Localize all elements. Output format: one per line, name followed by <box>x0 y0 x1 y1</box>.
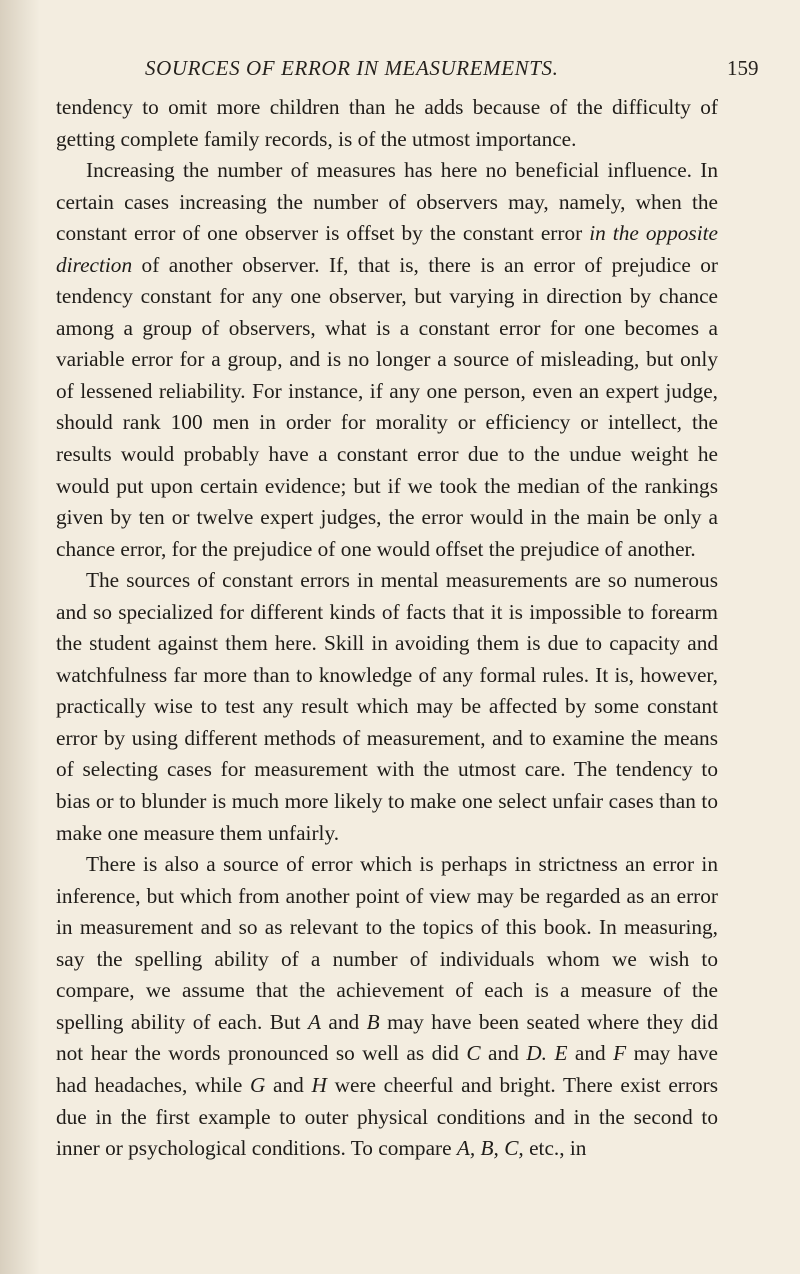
text-segment: Increasing the number of measures has here no beneficial influence. In certain cases increasing the number of observers may, namely, when the constant error of one observer is offset by the constant error <box>56 158 718 246</box>
text-segment: and <box>320 1009 367 1034</box>
running-title: SOURCES OF ERROR IN MEASUREMENTS. <box>145 56 559 80</box>
text-segment: etc., in <box>523 1136 587 1161</box>
page-gutter-shadow <box>0 0 40 1274</box>
text-segment: may have been seated where they did not hear the words pronounced so well as did <box>56 1009 718 1066</box>
text-segment: were cheerful and bright. There exist errors due in the first example to outer physical conditions and in the second to inner or psychological conditions. To compare <box>56 1072 718 1161</box>
italic-text-segment: A, B, C, <box>456 1136 524 1161</box>
paragraph-3 <box>56 565 718 849</box>
paragraph-4 <box>56 849 718 1164</box>
text-segment: The sources of constant errors in mental measurements are so numerous and so specialized for different kinds of facts that it is impossible to forearm the student against them here. Skill in avoiding them is due to capacity and watchfulness far more than to knowledge of any formal rules. It is, however, practically wise to test any result which may be affected by some constant error by using different methods of measurement, and to examine the means of selecting cases for measurement with the utmost care. The tendency to bias or to blunder is much more likely to make one select unfair cases than to make one measure them unfairly. <box>56 568 718 845</box>
body-text <box>56 92 718 1165</box>
italic-text-segment: E <box>554 1041 568 1066</box>
italic-text-segment: G <box>249 1072 266 1097</box>
text-segment: and <box>265 1072 312 1097</box>
italic-text-segment: in the opposite direction <box>56 221 719 277</box>
italic-text-segment: C <box>466 1041 481 1066</box>
italic-text-segment: D. <box>526 1041 547 1066</box>
text-segment: and <box>480 1041 527 1066</box>
text-segment: of another observer. If, that is, there is an error of prejudice or tendency constant for any one observer, but varying in direction by chance among a group of observers, what is a constant error for one becomes a variable error for a group, and is no longer a source of misleading, but only of lessened reliability. For instance, if any one person, even an expert judge, should rank 100 men in order for morality or efficiency or intellect, the results would probably have a constant error due to the undue weight he would put upon certain evidence; but if we took the median of the rankings given by ten or twelve expert judges, the error would in the main be only a chance error, for the prejudice of one would offset the prejudice of another. <box>56 252 718 561</box>
italic-text-segment: F <box>613 1041 627 1066</box>
italic-text-segment: H <box>311 1072 327 1097</box>
italic-text-segment: A <box>307 1009 321 1034</box>
text-segment: and <box>567 1041 614 1066</box>
paragraph-1 <box>56 92 718 155</box>
italic-text-segment: B <box>366 1009 380 1034</box>
page-number: 159 <box>727 56 759 80</box>
text-segment: may have had headaches, while <box>56 1041 718 1097</box>
text-segment: There is also a source of error which is perhaps in strictness an error in inference, but which from another point of view may be regarded as an error in measurement and so as relevant to the topics of this book. In measuring, say the spelling ability of a number of individuals whom we wish to compare, we assume that the achievement of each is a measure of the spelling ability of each. But <box>56 852 718 1034</box>
running-header <box>0 56 800 86</box>
text-segment: tendency to omit more children than he adds because of the difficulty of getting complete family records, is of the utmost importance. <box>56 95 718 151</box>
paragraph-2 <box>56 155 718 565</box>
